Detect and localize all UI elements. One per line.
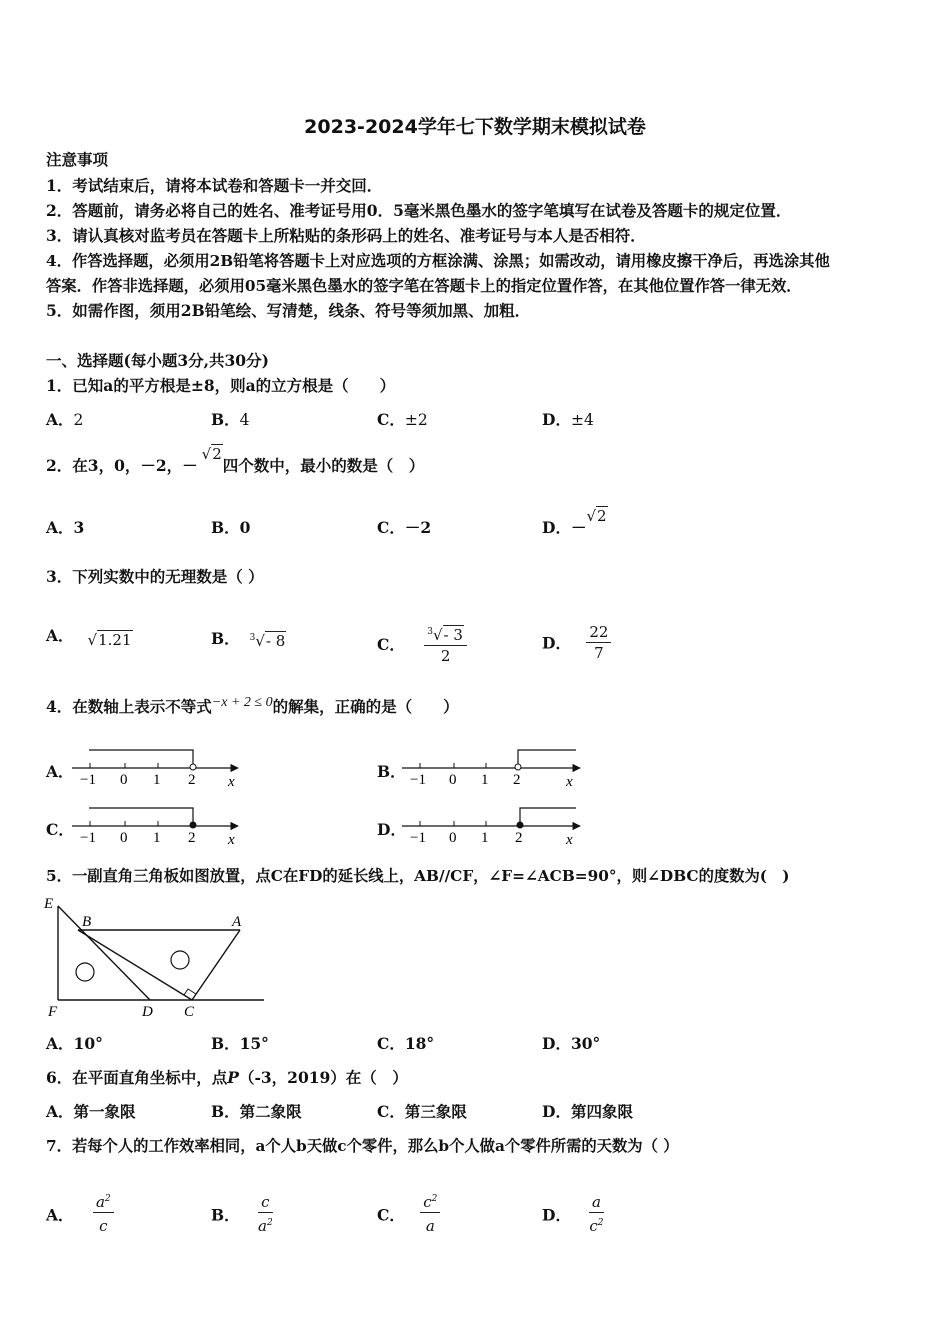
tick-label: 0 — [449, 830, 457, 846]
number-line-c — [72, 808, 238, 848]
axis-var: x — [566, 832, 573, 848]
sqrt-2: √2 — [201, 445, 222, 463]
tick-label: −1 — [80, 830, 96, 846]
q3-option-c: C． $\frac{^3√- 3}{2}$ — [377, 626, 467, 666]
notice-item: 2．答题前，请务必将自己的姓名、准考证号用0．5毫米黑色墨水的签字笔填写在试卷及答题卡的规定位置． — [46, 201, 792, 220]
q5-option-a: A．10° — [46, 1034, 103, 1053]
sqrt-2: √2 — [586, 507, 607, 525]
q1-option-d: D．±4 — [542, 410, 594, 429]
q5-option-d: D．30° — [542, 1034, 601, 1053]
q3-option-d: D． $\frac{22}{7}$ — [542, 626, 611, 663]
question-7-stem: 7．若每个人的工作效率相同，a个人b天做c个零件，那么b个人做a个零件所需的天数为（ ） — [46, 1137, 679, 1155]
question-4-stem: 4．在数轴上表示不等式−x + 2 ≤ 0的解集，正确的是（ ） — [46, 695, 459, 716]
point-label: C — [184, 1004, 195, 1020]
question-1-stem: 1．已知a的平方根是±8，则a的立方根是（ ） — [46, 376, 396, 395]
notice-item: 3．请认真核对监考员在答题卡上所粘贴的条形码上的姓名、准考证号与本人是否相符． — [46, 226, 646, 245]
fraction-expression: $\frac{c}{a^2}$ — [258, 1193, 273, 1235]
number-line-d — [402, 808, 580, 848]
q6-option-c: C．第三象限 — [377, 1102, 467, 1121]
tick-label: 0 — [120, 830, 128, 846]
q7-option-a: A． $\frac{a^2}{c}$ — [46, 1195, 114, 1238]
tick-label: 0 — [449, 772, 457, 788]
tick-label: 1 — [481, 772, 489, 788]
notice-item: 5．如需作图，须用2B铅笔绘、写清楚，线条、符号等须加黑、加粗． — [46, 301, 531, 320]
notice-item: 答案．作答非选择题，必须用05毫米黑色墨水的签字笔在答题卡上的指定位置作答，在其他位置作答一律无效． — [46, 277, 802, 295]
notice-item: 4．作答选择题，必须用2B铅笔将答题卡上对应选项的方框涂满、涂黑；如需改动，请用橡皮擦干净后，再选涂其他 — [46, 252, 830, 270]
q3-option-a: A． √1.21 — [46, 626, 132, 649]
fraction-expression: $\frac{a}{c^2}$ — [589, 1193, 604, 1235]
q6-option-a: A．第一象限 — [46, 1102, 136, 1121]
point-label: F — [48, 1004, 58, 1020]
q2-option-b: B．0 — [211, 518, 251, 537]
q5-option-b: B．15° — [211, 1034, 269, 1053]
q7-option-d: D． $\frac{a}{c^2}$ — [542, 1195, 607, 1238]
q2-option-d: D．－√2 — [542, 507, 607, 537]
tick-label: 2 — [188, 830, 196, 846]
q4-option-a-label: A． — [46, 762, 74, 781]
q4-option-b-label: B． — [377, 762, 406, 781]
sqrt-expression: √1.21 — [87, 631, 132, 649]
q2-option-a: A．3 — [46, 518, 85, 537]
tick-label: −1 — [410, 830, 426, 846]
fraction-expression: $\frac{22}{7}$ — [586, 624, 611, 661]
point-label: A — [232, 914, 242, 930]
q1-option-b: B．4 — [211, 410, 250, 429]
q5-option-c: C．18° — [377, 1034, 435, 1053]
cube-root-expression: $^3$√- 8 — [249, 632, 286, 650]
q4-option-c-label: C． — [46, 820, 74, 839]
tick-label: 2 — [515, 830, 523, 846]
tick-label: −1 — [410, 772, 426, 788]
page-title: 2023-2024学年七下数学期末模拟试卷 — [304, 116, 646, 138]
tick-label: 1 — [481, 830, 489, 846]
question-2-stem: 2．在3，0，－2，－√2四个数中，最小的数是（ ） — [46, 445, 425, 475]
q4-option-d-label: D． — [377, 820, 406, 839]
tick-label: 1 — [153, 830, 161, 846]
q2-option-c: C．－2 — [377, 518, 432, 537]
q1-option-c: C．±2 — [377, 410, 428, 429]
inequality: −x + 2 ≤ 0 — [211, 695, 273, 710]
tick-label: 1 — [153, 772, 161, 788]
question-5-stem: 5．一副直角三角板如图放置，点C在FD的延长线上，AB//CF，∠F=∠ACB=90°，则∠DBC的度数为( ) — [46, 867, 790, 885]
tick-label: 2 — [513, 772, 521, 788]
point-label: D — [142, 1004, 153, 1020]
tick-label: −1 — [80, 772, 96, 788]
tick-label: 2 — [188, 772, 196, 788]
q3-option-b: B． $^3$√- 8 — [211, 629, 286, 650]
q6-option-d: D．第四象限 — [542, 1102, 633, 1121]
point-label: E — [44, 896, 54, 912]
q6-option-b: B．第二象限 — [211, 1102, 302, 1121]
axis-var: x — [566, 774, 573, 790]
question-6-stem: 6．在平面直角坐标中，点P（-3，2019）在（ ） — [46, 1068, 408, 1087]
tick-label: 0 — [120, 772, 128, 788]
number-line-a — [72, 750, 238, 790]
triangle-figure — [40, 892, 270, 1022]
notice-item: 1．考试结束后，请将本试卷和答题卡一并交回． — [46, 176, 383, 195]
question-3-stem: 3．下列实数中的无理数是（ ） — [46, 567, 264, 586]
notice-heading: 注意事项 — [46, 150, 109, 169]
fraction-expression: $\frac{c^2}{a}$ — [420, 1191, 440, 1234]
axis-var: x — [228, 774, 235, 790]
fraction-expression: $\frac{a^2}{c}$ — [93, 1191, 114, 1234]
fraction-expression: $\frac{^3√- 3}{2}$ — [424, 624, 467, 664]
point-label: B — [82, 914, 92, 930]
number-line-options — [0, 740, 950, 850]
axis-var: x — [228, 832, 235, 848]
q7-option-b: B． $\frac{c}{a^2}$ — [211, 1195, 276, 1238]
section-heading: 一、选择题(每小题3分,共30分) — [46, 351, 269, 370]
q1-option-a: A．2 — [46, 410, 84, 429]
number-line-b — [402, 750, 580, 790]
q7-option-c: C． $\frac{c^2}{a}$ — [377, 1195, 440, 1238]
